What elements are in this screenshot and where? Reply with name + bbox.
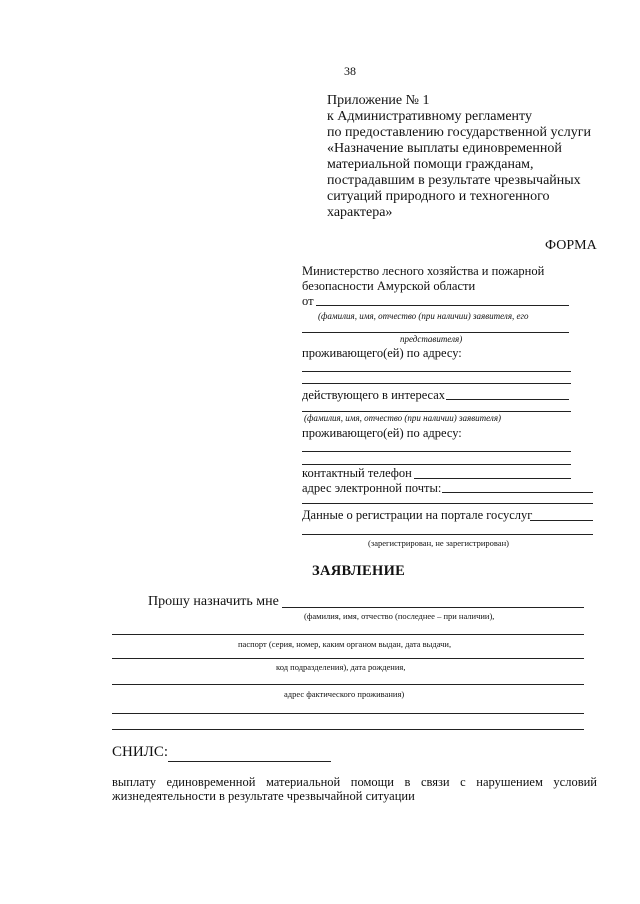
appendix-line-4: «Назначение выплаты единовременной — [327, 141, 562, 156]
appendix-line-5: материальной помощи гражданам, — [327, 157, 534, 172]
address-line-3[interactable] — [112, 729, 584, 730]
email-label: адрес электронной почты: — [302, 481, 442, 495]
snils-label: СНИЛС: — [112, 744, 169, 760]
phone-line[interactable] — [414, 478, 571, 479]
acting-line[interactable] — [446, 399, 569, 400]
residing-line-2[interactable] — [302, 383, 571, 384]
portal-line[interactable] — [530, 520, 593, 521]
appendix-line-7: ситуаций природного и техногенного — [327, 189, 550, 204]
passport-line[interactable] — [112, 634, 584, 635]
address-line-2[interactable] — [112, 713, 584, 714]
residing-label-2: проживающего(ей) по адресу: — [302, 426, 462, 440]
division-line[interactable] — [112, 658, 584, 659]
phone-label: контактный телефон — [302, 466, 412, 480]
appendix-line-3: по предоставлению государственной услуги — [327, 125, 591, 140]
appendix-line-2: к Административному регламенту — [327, 109, 532, 124]
hint-name: (фамилия, имя, отчество (последнее – при наличии), — [304, 611, 495, 621]
form-label: ФОРМА — [545, 238, 597, 253]
from-label: от — [302, 294, 314, 308]
acting-line-2[interactable] — [302, 411, 571, 412]
statement-title: ЗАЯВЛЕНИЕ — [312, 563, 406, 579]
portal-label: Данные о регистрации на портале госуслуг — [302, 508, 533, 522]
appendix-line-1: Приложение № 1 — [327, 93, 430, 108]
from-line-2[interactable] — [302, 332, 569, 333]
statement-paragraph: выплату единовременной материальной помощи в связи с нарушением условий жизнедеятельности в результате чрезвычайной ситуации — [112, 775, 597, 803]
hint-address: адрес фактического проживания) — [284, 689, 405, 699]
page-number: 38 — [344, 64, 356, 78]
snils-line[interactable] — [168, 761, 331, 762]
email-line-2[interactable] — [302, 503, 593, 504]
appendix-line-6: пострадавшим в результате чрезвычайных — [327, 173, 581, 188]
residing2-line-1[interactable] — [302, 451, 571, 452]
email-line[interactable] — [442, 492, 593, 493]
from-hint-2: представителя) — [400, 334, 463, 344]
from-hint-1: (фамилия, имя, отчество (при наличии) заявителя, его — [318, 311, 529, 321]
hint-division: код подразделения), дата рождения, — [276, 662, 406, 672]
name-line[interactable] — [282, 607, 584, 608]
portal-hint: (зарегистрирован, не зарегистрирован) — [368, 538, 509, 548]
residing-label: проживающего(ей) по адресу: — [302, 346, 462, 360]
request-label: Прошу назначить мне — [148, 594, 279, 609]
acting-label: действующего в интересах — [302, 388, 446, 402]
residing-line-1[interactable] — [302, 371, 571, 372]
residing2-line-2[interactable] — [302, 464, 571, 465]
hint-passport: паспорт (серия, номер, каким органом выдан, дата выдачи, — [238, 639, 452, 649]
ministry-line-2: безопасности Амурской области — [302, 279, 476, 293]
appendix-line-8: характера» — [327, 205, 393, 220]
acting-hint: (фамилия, имя, отчество (при наличии) заявителя) — [304, 413, 502, 423]
address-line[interactable] — [112, 684, 584, 685]
ministry-line-1: Министерство лесного хозяйства и пожарной — [302, 264, 545, 278]
from-line[interactable] — [316, 305, 569, 306]
portal-line-2[interactable] — [302, 534, 593, 535]
